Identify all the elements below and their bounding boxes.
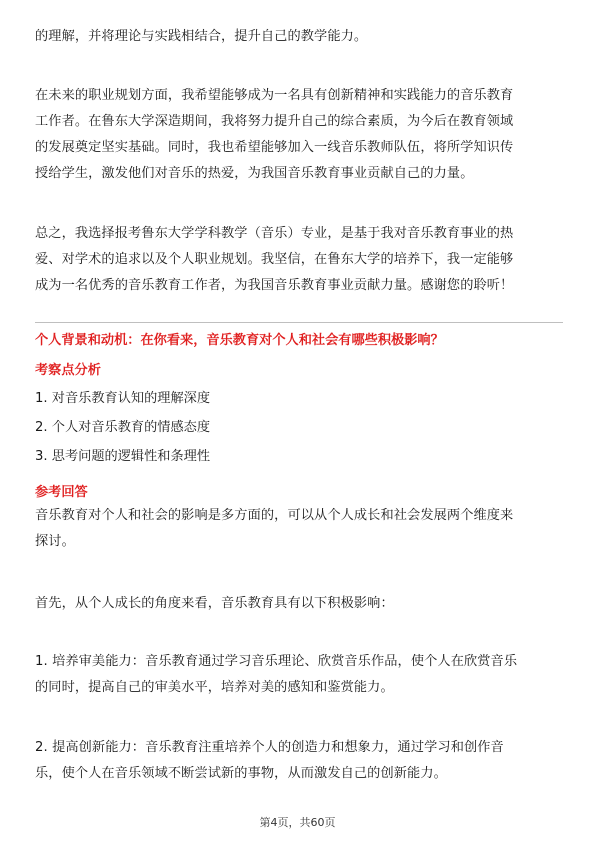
answer-paragraph: [35, 649, 563, 701]
page-number: 第4页，共60页: [259, 816, 336, 829]
text-line: 总之，我选择报考鲁东大学学科教学（音乐）专业，是基于我对音乐教育事业的热: [35, 226, 514, 241]
analysis-heading: 考察点分析: [35, 363, 101, 378]
answer-paragraph: [35, 591, 563, 617]
text-line: 的理解，并将理论与实践相结合，提升自己的教学能力。: [35, 29, 368, 44]
answer-paragraph: [35, 503, 563, 555]
paragraph-conclusion: [35, 221, 563, 299]
text-line: 首先，从个人成长的角度来看，音乐教育具有以下积极影响：: [35, 596, 394, 611]
paragraph-career-plan: [35, 83, 563, 187]
text-line: 的发展奠定坚实基础。同时，我也希望能够加入一线音乐教师队伍，将所学知识传: [35, 140, 514, 155]
text-line: 探讨。: [35, 534, 75, 549]
text-line: 爱、对学术的追求以及个人职业规划。我坚信，在鲁东大学的培养下，我一定能够: [35, 252, 514, 267]
answer-heading: 参考回答: [35, 485, 88, 500]
section-divider: [35, 322, 563, 323]
text-line: 音乐教育对个人和社会的影响是多方面的，可以从个人成长和社会发展两个维度来: [35, 508, 514, 523]
question-title: 个人背景和动机：在你看来，音乐教育对个人和社会有哪些积极影响？: [35, 333, 444, 348]
paragraph-intro-end: [35, 24, 563, 50]
text-line: 在未来的职业规划方面，我希望能够成为一名具有创新精神和实践能力的音乐教育: [35, 88, 514, 103]
analysis-item: 1. 对音乐教育认知的理解深度: [35, 391, 211, 406]
text-line: 成为一名优秀的音乐教育工作者，为我国音乐教育事业贡献力量。感谢您的聆听！: [35, 278, 514, 293]
text-line: 授给学生，激发他们对音乐的热爱，为我国音乐教育事业贡献自己的力量。: [35, 166, 474, 181]
analysis-item: 3. 思考问题的逻辑性和条理性: [35, 449, 211, 464]
text-line: 1. 培养审美能力：音乐教育通过学习音乐理论、欣赏音乐作品，使个人在欣赏音乐: [35, 654, 518, 669]
text-line: 工作者。在鲁东大学深造期间，我将努力提升自己的综合素质，为今后在教育领域: [35, 114, 514, 129]
text-line: 乐，使个人在音乐领域不断尝试新的事物，从而激发自己的创新能力。: [35, 766, 447, 781]
analysis-item: 2. 个人对音乐教育的情感态度: [35, 420, 211, 435]
text-line: 的同时，提高自己的审美水平，培养对美的感知和鉴赏能力。: [35, 680, 394, 695]
text-line: 2. 提高创新能力：音乐教育注重培养个人的创造力和想象力，通过学习和创作音: [35, 740, 504, 755]
answer-paragraph: [35, 735, 563, 787]
